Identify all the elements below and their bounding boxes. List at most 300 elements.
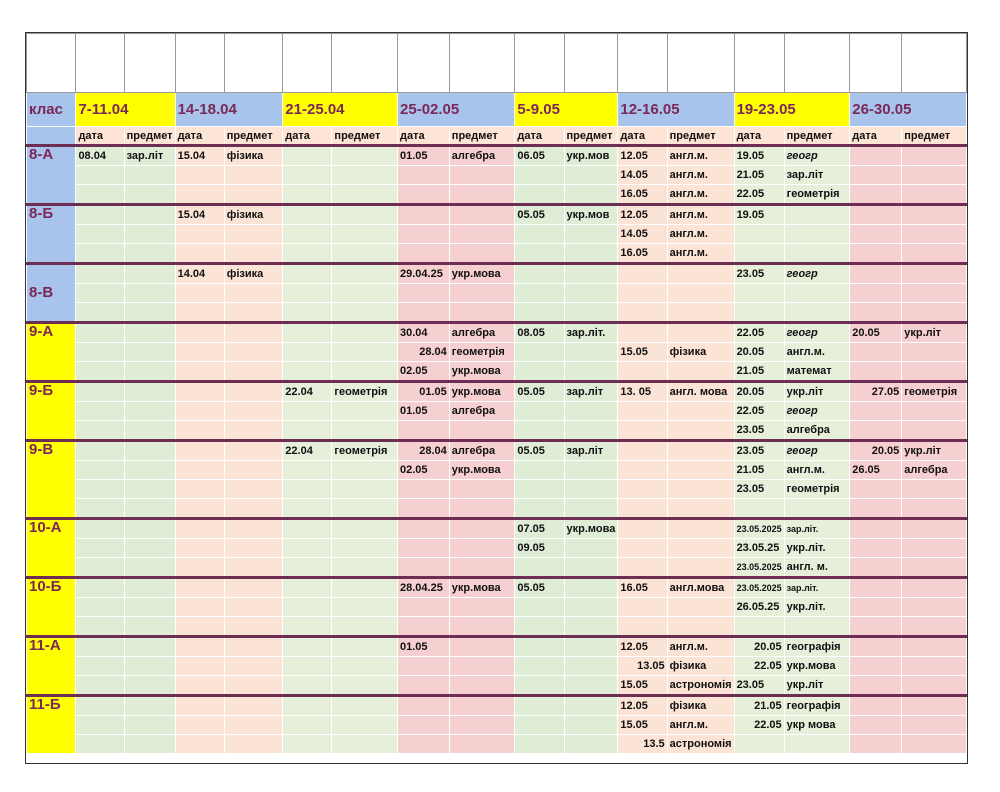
date-cell — [283, 421, 332, 441]
subject-cell — [902, 205, 967, 225]
date-cell — [734, 499, 784, 519]
subject-cell — [332, 617, 398, 637]
date-cell — [398, 421, 450, 441]
subject-cell: зар.літ — [124, 146, 175, 166]
subject-cell — [224, 244, 283, 264]
subject-cell: геогр — [784, 146, 850, 166]
subject-cell: укр.літ — [902, 441, 967, 461]
subject-cell — [784, 205, 850, 225]
date-cell — [850, 598, 902, 617]
date-cell — [175, 244, 224, 264]
subject-header: предмет — [667, 127, 734, 146]
date-cell: 02.05 — [398, 362, 450, 382]
date-cell: 30.04 — [398, 323, 450, 343]
date-cell — [850, 205, 902, 225]
subject-cell: зар.літ — [564, 441, 618, 461]
subject-cell: англ.м. — [667, 244, 734, 264]
subject-cell — [224, 225, 283, 244]
date-cell — [398, 244, 450, 264]
subject-cell — [332, 558, 398, 578]
date-cell — [850, 225, 902, 244]
subject-cell — [784, 499, 850, 519]
date-cell: 14.05 — [618, 166, 667, 185]
date-cell — [515, 598, 564, 617]
subject-header: предмет — [564, 127, 618, 146]
subject-cell — [667, 558, 734, 578]
table-row — [27, 558, 967, 578]
subject-cell: фізика — [224, 146, 283, 166]
subject-cell — [784, 303, 850, 323]
subject-cell — [332, 205, 398, 225]
date-cell — [175, 382, 224, 402]
date-cell — [76, 421, 124, 441]
subject-cell — [449, 225, 515, 244]
subject-cell — [332, 323, 398, 343]
date-header: дата — [175, 127, 224, 146]
subject-cell — [564, 303, 618, 323]
subject-cell: фізика — [667, 657, 734, 676]
date-cell — [618, 499, 667, 519]
subject-cell — [667, 480, 734, 499]
date-cell — [515, 421, 564, 441]
date-cell — [515, 461, 564, 480]
date-cell: 22.05 — [734, 716, 784, 735]
class-name: 8-Б — [27, 205, 76, 264]
subject-header: предмет — [902, 127, 967, 146]
date-cell — [175, 499, 224, 519]
date-cell: 26.05 — [850, 461, 902, 480]
class-name: 9-А — [27, 323, 76, 382]
class-name: 10-А — [27, 519, 76, 578]
date-cell — [618, 323, 667, 343]
date-cell — [515, 362, 564, 382]
date-cell: 29.04.25 — [398, 264, 450, 284]
subject-cell — [902, 735, 967, 754]
date-cell — [618, 519, 667, 539]
subject-cell — [449, 558, 515, 578]
subject-cell: англ.м. — [667, 185, 734, 205]
subject-cell — [332, 284, 398, 303]
date-cell — [850, 146, 902, 166]
blank-cell — [224, 34, 283, 93]
subject-cell — [667, 284, 734, 303]
date-cell: 19.05 — [734, 205, 784, 225]
date-cell — [850, 617, 902, 637]
subject-cell: геометрія — [449, 343, 515, 362]
subject-cell — [332, 402, 398, 421]
date-cell — [850, 244, 902, 264]
date-cell — [175, 578, 224, 598]
week-header: 5-9.05 — [515, 93, 618, 127]
date-cell — [175, 676, 224, 696]
date-cell: 12.05 — [618, 146, 667, 166]
date-cell — [618, 539, 667, 558]
subject-cell — [449, 185, 515, 205]
subject-cell — [332, 539, 398, 558]
date-cell — [283, 166, 332, 185]
date-cell — [850, 735, 902, 754]
subject-header: предмет — [332, 127, 398, 146]
subject-cell: укр.літ — [784, 676, 850, 696]
date-cell — [515, 402, 564, 421]
subject-cell: англ.м. — [667, 205, 734, 225]
date-cell — [76, 578, 124, 598]
subject-cell — [449, 421, 515, 441]
date-cell — [398, 696, 450, 716]
subject-cell: геогр — [784, 441, 850, 461]
date-cell — [398, 676, 450, 696]
subject-cell — [564, 617, 618, 637]
date-cell: 01.05 — [398, 637, 450, 657]
subject-cell: укр.мова — [449, 461, 515, 480]
subject-cell — [224, 539, 283, 558]
subject-cell: астрономія — [667, 735, 734, 754]
subject-cell: географія — [784, 637, 850, 657]
subject-cell — [667, 264, 734, 284]
subject-cell — [449, 284, 515, 303]
date-cell: 14.05 — [618, 225, 667, 244]
subject-cell: алгебра — [902, 461, 967, 480]
subject-cell: укр мова — [784, 716, 850, 735]
subject-cell: укр.мова — [449, 382, 515, 402]
subject-cell — [124, 735, 175, 754]
subject-cell — [224, 382, 283, 402]
date-cell — [76, 244, 124, 264]
subject-cell: астрономія — [667, 676, 734, 696]
date-cell: 21.05 — [734, 696, 784, 716]
date-cell: 19.05 — [734, 146, 784, 166]
date-cell — [398, 499, 450, 519]
subject-cell — [449, 637, 515, 657]
subject-cell — [224, 519, 283, 539]
table-row — [27, 637, 967, 657]
date-cell: 16.05 — [618, 578, 667, 598]
date-cell — [515, 657, 564, 676]
date-cell: 16.05 — [618, 244, 667, 264]
week-header: 7-11.04 — [76, 93, 175, 127]
subheader-row — [27, 127, 967, 146]
date-cell — [618, 441, 667, 461]
subject-cell — [332, 716, 398, 735]
date-cell: 05.05 — [515, 441, 564, 461]
subject-cell: англ.м. — [667, 146, 734, 166]
date-cell: 13.05 — [618, 657, 667, 676]
subject-cell — [332, 696, 398, 716]
subject-cell — [667, 303, 734, 323]
date-cell — [76, 637, 124, 657]
date-cell — [618, 480, 667, 499]
subject-cell — [564, 166, 618, 185]
date-cell — [734, 284, 784, 303]
class-header: клас — [27, 93, 76, 127]
date-cell — [850, 421, 902, 441]
blank-cell — [850, 34, 902, 93]
subject-cell — [332, 735, 398, 754]
subject-cell — [224, 696, 283, 716]
subject-cell — [667, 461, 734, 480]
date-cell — [618, 421, 667, 441]
table-row — [27, 676, 967, 696]
date-cell — [283, 598, 332, 617]
subject-cell: англ.м. — [667, 166, 734, 185]
date-cell — [175, 323, 224, 343]
date-cell: 23.05 — [734, 676, 784, 696]
date-cell — [618, 284, 667, 303]
date-cell — [76, 284, 124, 303]
subject-cell — [449, 166, 515, 185]
subject-cell — [902, 185, 967, 205]
date-cell — [734, 303, 784, 323]
blank-cell — [734, 34, 784, 93]
date-cell: 15.05 — [618, 676, 667, 696]
date-cell — [850, 166, 902, 185]
subject-cell — [564, 284, 618, 303]
subject-cell — [224, 323, 283, 343]
date-cell — [175, 343, 224, 362]
table-row — [27, 461, 967, 480]
week-header: 25-02.05 — [398, 93, 515, 127]
date-cell — [175, 598, 224, 617]
subject-cell — [332, 657, 398, 676]
subject-cell — [902, 696, 967, 716]
subject-cell — [124, 519, 175, 539]
date-cell — [76, 382, 124, 402]
date-cell — [515, 225, 564, 244]
date-header: дата — [734, 127, 784, 146]
date-cell — [515, 303, 564, 323]
date-cell — [618, 598, 667, 617]
date-cell: 20.05 — [734, 637, 784, 657]
subject-cell — [224, 657, 283, 676]
subject-cell — [564, 598, 618, 617]
date-cell: 01.05 — [398, 402, 450, 421]
subject-cell: геогр — [784, 323, 850, 343]
date-cell — [283, 185, 332, 205]
table-row — [27, 146, 967, 166]
subject-cell: фізика — [224, 205, 283, 225]
blank-cell — [76, 34, 124, 93]
date-cell — [515, 480, 564, 499]
date-cell: 01.05 — [398, 146, 450, 166]
subject-cell: укр.літ. — [784, 598, 850, 617]
subject-cell — [449, 735, 515, 754]
subject-cell — [564, 676, 618, 696]
date-cell — [398, 539, 450, 558]
date-cell: 21.05 — [734, 461, 784, 480]
subject-cell — [564, 421, 618, 441]
subject-cell — [124, 461, 175, 480]
subject-cell — [332, 499, 398, 519]
subject-cell — [124, 716, 175, 735]
subject-cell — [224, 637, 283, 657]
subject-cell — [564, 539, 618, 558]
date-cell — [398, 657, 450, 676]
subject-cell: геометрія — [784, 185, 850, 205]
table-row — [27, 598, 967, 617]
date-cell — [618, 402, 667, 421]
week-header: 26-30.05 — [850, 93, 967, 127]
subject-cell: англ.м. — [784, 461, 850, 480]
table-row — [27, 499, 967, 519]
date-cell: 01.05 — [398, 382, 450, 402]
subject-cell — [124, 598, 175, 617]
subject-cell — [332, 480, 398, 499]
date-cell — [618, 303, 667, 323]
date-cell: 02.05 — [398, 461, 450, 480]
subject-cell: алгебра — [449, 323, 515, 343]
subject-cell: зар.літ — [784, 166, 850, 185]
date-header: дата — [850, 127, 902, 146]
subject-cell — [224, 343, 283, 362]
subject-cell: укр.мова — [449, 362, 515, 382]
subject-cell — [124, 264, 175, 284]
date-cell — [850, 303, 902, 323]
subject-cell: фізика — [667, 343, 734, 362]
subject-cell: укр.літ. — [784, 539, 850, 558]
date-cell — [850, 264, 902, 284]
subject-cell — [124, 303, 175, 323]
date-cell: 06.05 — [515, 146, 564, 166]
subject-cell — [902, 519, 967, 539]
date-cell — [283, 343, 332, 362]
date-cell — [76, 716, 124, 735]
date-cell — [515, 637, 564, 657]
subject-cell: фізика — [224, 264, 283, 284]
date-cell — [283, 480, 332, 499]
date-cell: 15.04 — [175, 205, 224, 225]
blank-cell — [175, 34, 224, 93]
blank-cell — [564, 34, 618, 93]
date-cell — [283, 499, 332, 519]
table-row — [27, 421, 967, 441]
week-header: 21-25.04 — [283, 93, 398, 127]
date-cell — [515, 284, 564, 303]
subject-cell — [332, 303, 398, 323]
date-cell — [76, 441, 124, 461]
date-cell — [283, 402, 332, 421]
subject-cell — [124, 539, 175, 558]
date-cell: 22.05 — [734, 657, 784, 676]
subject-cell: укр.мова — [784, 657, 850, 676]
date-cell — [175, 480, 224, 499]
table-row — [27, 735, 967, 754]
date-cell — [398, 598, 450, 617]
subject-cell — [224, 480, 283, 499]
subject-cell — [332, 264, 398, 284]
blank-cell — [124, 34, 175, 93]
subject-cell — [784, 284, 850, 303]
subject-cell — [332, 578, 398, 598]
subject-cell: математ — [784, 362, 850, 382]
subject-cell — [564, 480, 618, 499]
class-name: 11-Б — [27, 696, 76, 754]
subject-cell — [224, 461, 283, 480]
date-header: дата — [618, 127, 667, 146]
date-cell — [283, 225, 332, 244]
subject-cell — [224, 402, 283, 421]
subject-cell: укр.літ — [784, 382, 850, 402]
class-name: 8-В — [27, 264, 76, 323]
subject-cell — [564, 499, 618, 519]
date-cell — [850, 362, 902, 382]
date-cell — [515, 716, 564, 735]
subject-cell — [332, 519, 398, 539]
subject-header: предмет — [449, 127, 515, 146]
subject-cell — [224, 166, 283, 185]
table-row — [27, 402, 967, 421]
subject-cell — [667, 402, 734, 421]
date-cell — [398, 735, 450, 754]
subject-cell: геометрія — [902, 382, 967, 402]
subject-cell — [667, 362, 734, 382]
subject-cell — [124, 166, 175, 185]
subject-cell — [564, 362, 618, 382]
table-row — [27, 284, 967, 303]
blank-cell — [618, 34, 667, 93]
date-cell — [76, 185, 124, 205]
date-cell: 20.05 — [734, 343, 784, 362]
subject-cell — [124, 402, 175, 421]
subject-cell — [332, 166, 398, 185]
subject-cell: укр.мова — [564, 519, 618, 539]
subject-cell — [902, 244, 967, 264]
date-cell: 28.04 — [398, 343, 450, 362]
subject-cell — [124, 441, 175, 461]
subject-cell — [667, 499, 734, 519]
date-cell — [283, 735, 332, 754]
subject-cell — [667, 421, 734, 441]
date-cell — [515, 558, 564, 578]
week-header: 19-23.05 — [734, 93, 850, 127]
date-cell — [398, 480, 450, 499]
date-header: дата — [398, 127, 450, 146]
date-cell — [850, 402, 902, 421]
table-row — [27, 264, 967, 284]
date-cell — [515, 185, 564, 205]
date-cell — [850, 676, 902, 696]
subject-cell — [564, 244, 618, 264]
blank-cell — [515, 34, 564, 93]
date-cell — [175, 166, 224, 185]
subject-cell — [332, 362, 398, 382]
subject-cell — [124, 421, 175, 441]
subject-cell — [784, 225, 850, 244]
subject-cell — [564, 637, 618, 657]
subject-cell — [902, 637, 967, 657]
date-cell: 08.05 — [515, 323, 564, 343]
table-row — [27, 343, 967, 362]
subject-header: предмет — [124, 127, 175, 146]
subject-cell — [224, 735, 283, 754]
subject-cell — [449, 480, 515, 499]
subject-cell: геометрія — [784, 480, 850, 499]
table-row — [27, 205, 967, 225]
subject-cell — [902, 284, 967, 303]
subject-cell — [902, 499, 967, 519]
subject-cell — [224, 676, 283, 696]
subject-cell — [667, 323, 734, 343]
subject-cell — [449, 676, 515, 696]
date-cell — [850, 185, 902, 205]
subject-cell — [667, 617, 734, 637]
subject-cell: алгебра — [784, 421, 850, 441]
date-cell: 14.04 — [175, 264, 224, 284]
subject-cell — [449, 519, 515, 539]
subject-cell — [902, 343, 967, 362]
date-cell: 23.05.2025 — [734, 519, 784, 539]
subject-cell — [449, 303, 515, 323]
date-cell: 23.05 — [734, 421, 784, 441]
